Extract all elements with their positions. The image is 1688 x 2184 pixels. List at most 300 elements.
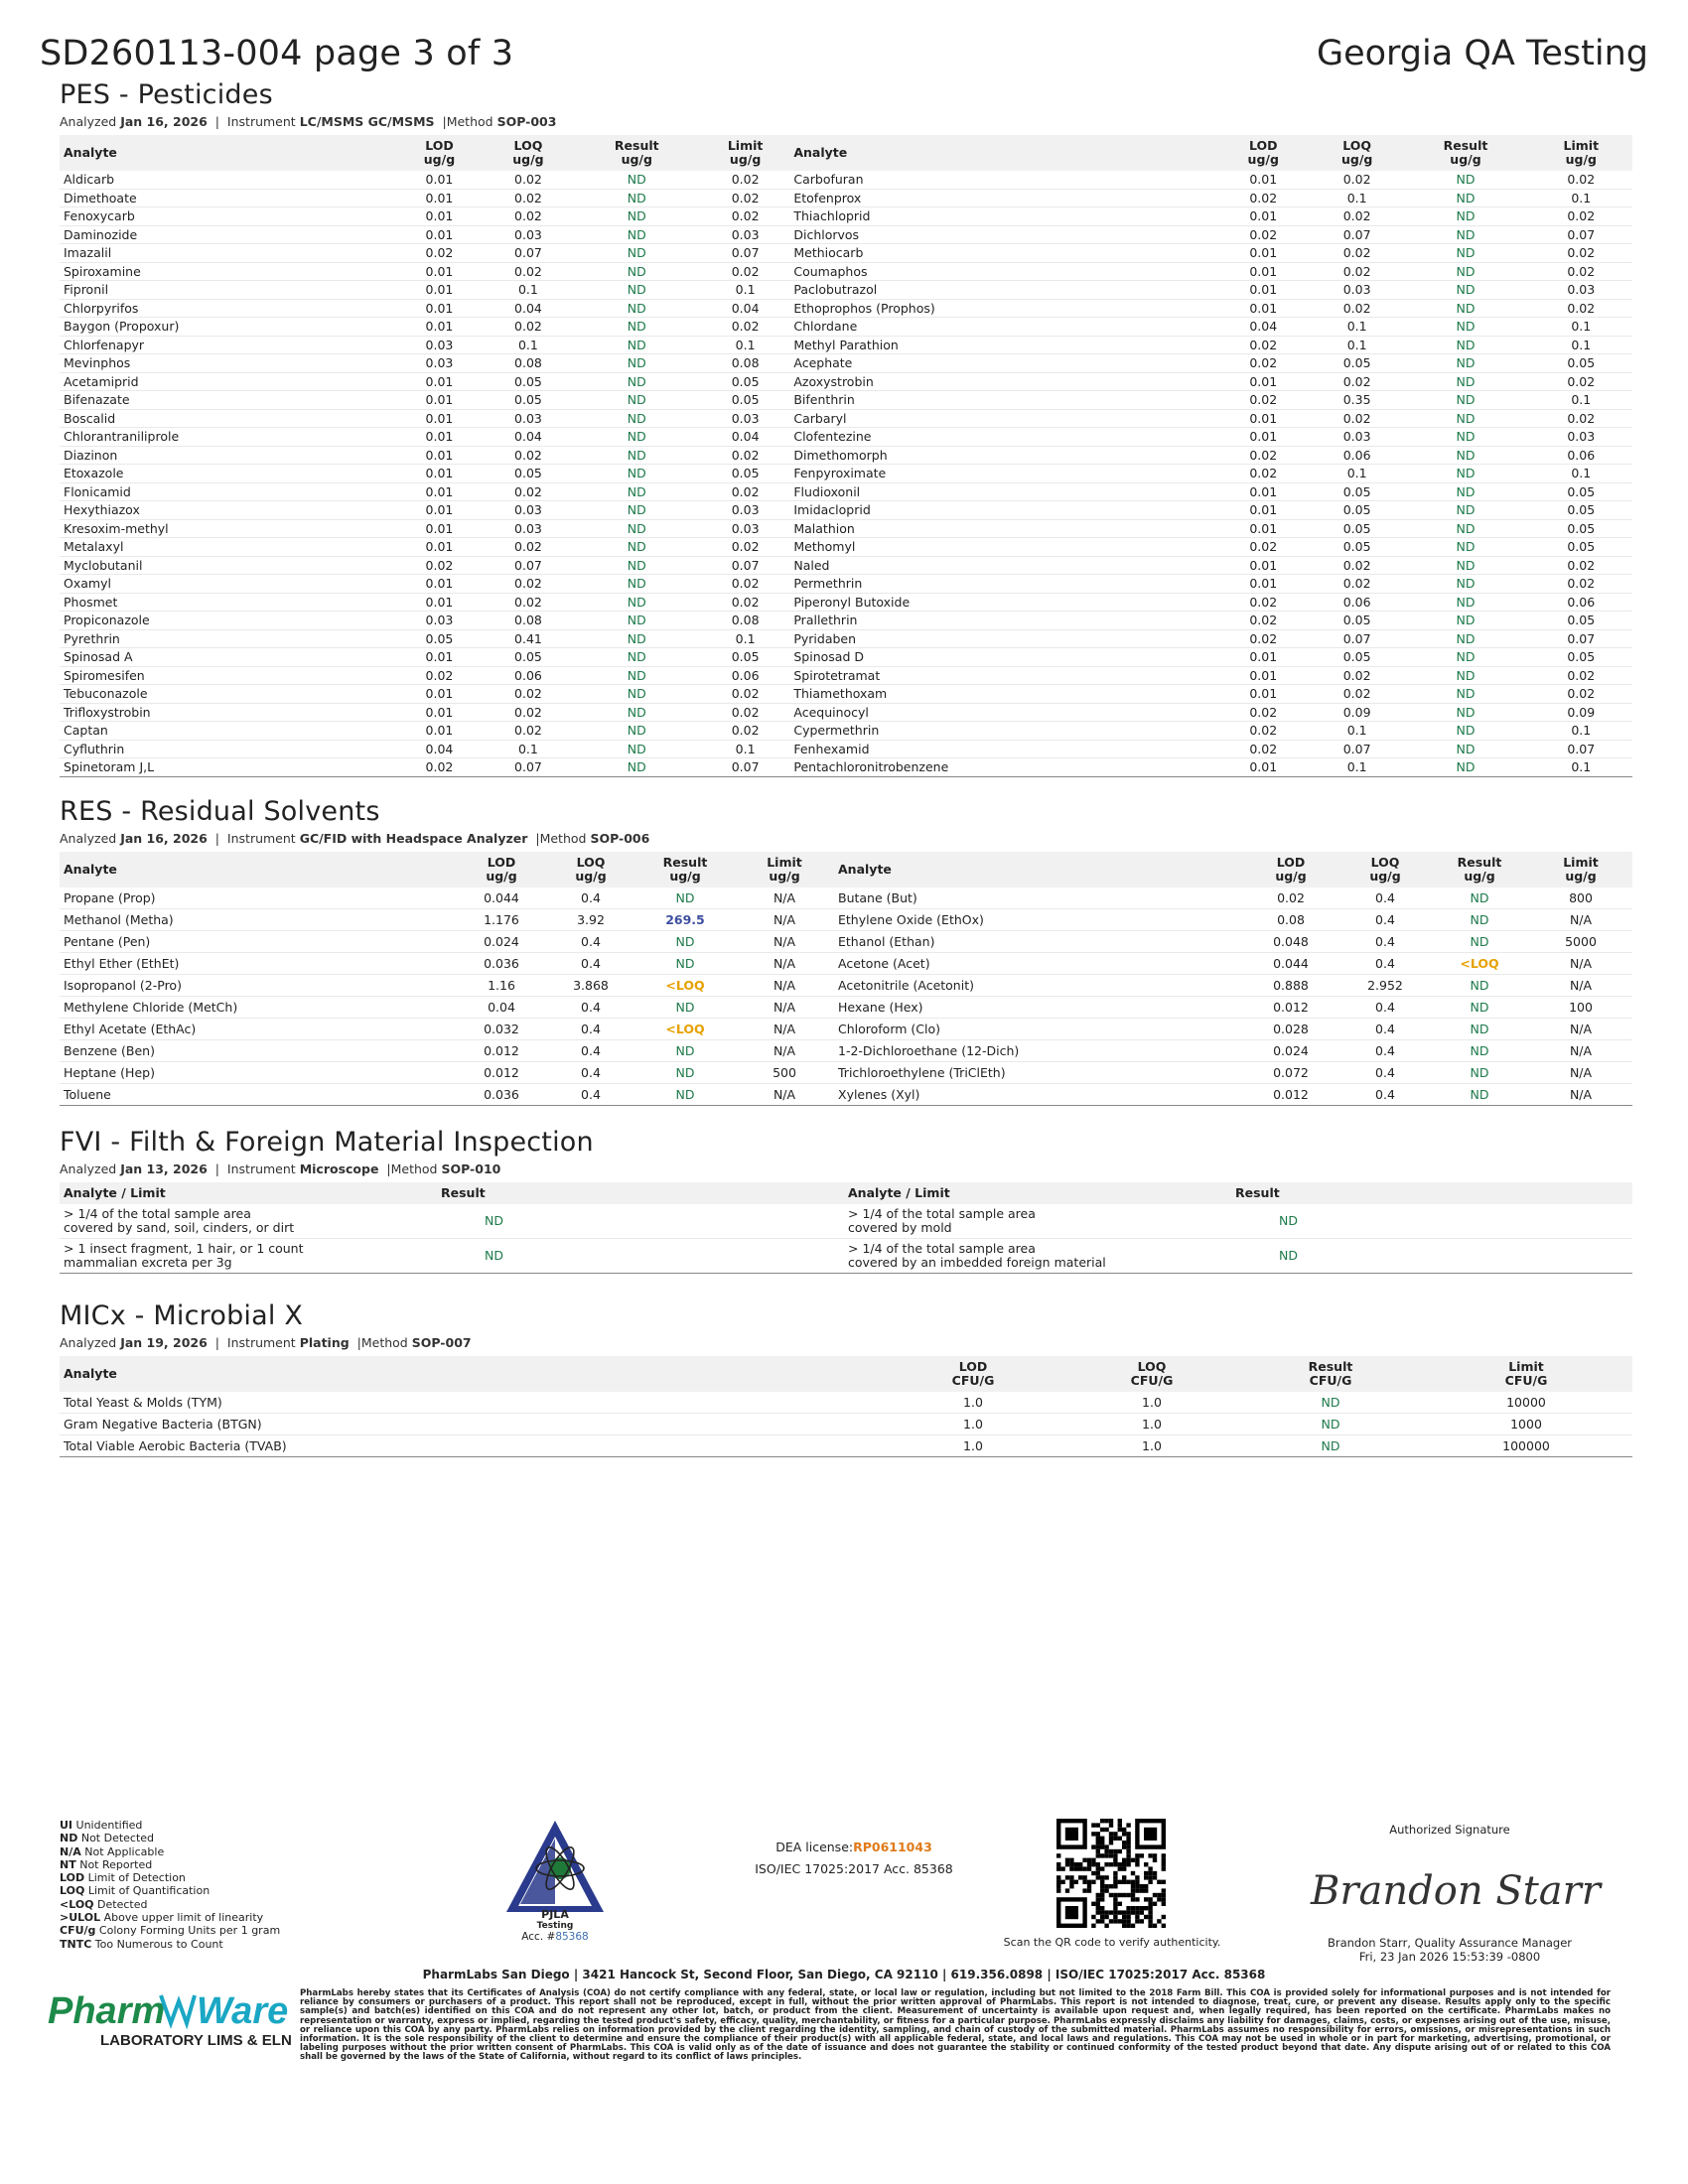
column-header-limit: Limit ug/g: [735, 852, 834, 887]
table-row: [60, 372, 1632, 391]
result-value: ND: [1430, 909, 1529, 931]
column-header-lod: LOD ug/g: [1214, 135, 1313, 171]
limit-value: 0.07: [701, 556, 790, 575]
svg-text:LABORATORY LIMS & ELN: LABORATORY LIMS & ELN: [100, 2032, 292, 2049]
loq-value: 0.07: [1313, 225, 1401, 244]
analyte-limit: > 1/4 of the total sample area covered by an imbedded foreign material: [844, 1239, 1231, 1274]
loq-value: 0.02: [484, 482, 572, 501]
section-title: RES - Residual Solvents: [60, 796, 380, 827]
analyte-name: Metalaxyl: [60, 538, 395, 557]
limit-value: 0.05: [1530, 519, 1632, 538]
pjla-accreditation: [500, 1817, 610, 1943]
table-row: [60, 612, 1632, 630]
loq-value: 0.1: [1313, 465, 1401, 483]
result-value: ND: [1401, 244, 1529, 263]
table-row: [60, 409, 1632, 428]
analyte-name: Chlorfenapyr: [60, 336, 395, 354]
lod-value: 0.01: [1214, 758, 1313, 777]
signature-title: Authorized Signature: [1389, 1823, 1510, 1837]
loq-value: 0.4: [1340, 953, 1430, 975]
result-value: ND: [573, 722, 701, 741]
loq-value: 0.03: [1313, 428, 1401, 447]
lod-value: 0.048: [1241, 931, 1340, 953]
limit-value: 1000: [1420, 1414, 1632, 1435]
analyte-name: Pyridaben: [789, 629, 1213, 648]
lod-value: 0.044: [1241, 953, 1340, 975]
loq-value: 0.02: [484, 538, 572, 557]
analyte-name: Bifenthrin: [789, 391, 1213, 410]
loq-value: 0.02: [484, 722, 572, 741]
table-row: [60, 1414, 1632, 1435]
lod-value: 0.01: [395, 722, 484, 741]
loq-value: 0.03: [484, 409, 572, 428]
lod-value: 0.01: [1214, 262, 1313, 281]
loq-value: 0.41: [484, 629, 572, 648]
limit-value: 0.03: [1530, 428, 1632, 447]
column-header-result: Result ug/g: [635, 852, 735, 887]
result-value: ND: [1401, 722, 1529, 741]
loq-value: 0.02: [484, 207, 572, 226]
result-value: ND: [573, 225, 701, 244]
result-value: ND: [1231, 1239, 1632, 1274]
limit-value: N/A: [1529, 1062, 1632, 1084]
analyte-name: Chloroform (Clo): [834, 1019, 1241, 1040]
qr-caption: Scan the QR code to verify authenticity.: [1003, 1936, 1221, 1949]
loq-value: 0.06: [484, 666, 572, 685]
loq-value: 0.4: [546, 887, 635, 909]
loq-value: 0.4: [546, 1084, 635, 1106]
limit-value: 0.07: [701, 244, 790, 263]
analyte-name: Propane (Prop): [60, 887, 457, 909]
result-value: ND: [1401, 225, 1529, 244]
result-value: ND: [1401, 758, 1529, 777]
analyte-name: Carbaryl: [789, 409, 1213, 428]
loq-value: 0.4: [546, 931, 635, 953]
table-row: [60, 318, 1632, 337]
column-header-loq: LOQ ug/g: [484, 135, 572, 171]
analyte-name: Cypermethrin: [789, 722, 1213, 741]
analyte-name: Ethyl Acetate (EthAc): [60, 1019, 457, 1040]
analyte-name: Chlordane: [789, 318, 1213, 337]
loq-value: 0.05: [484, 465, 572, 483]
loq-value: 0.05: [484, 372, 572, 391]
section-title: MICx - Microbial X: [60, 1300, 304, 1331]
loq-value: 0.07: [1313, 740, 1401, 758]
table-row: [60, 336, 1632, 354]
legend-item: <LOQ Detected: [60, 1897, 148, 1911]
lod-value: 0.01: [1214, 648, 1313, 667]
limit-value: 0.07: [1530, 740, 1632, 758]
result-value: ND: [1401, 538, 1529, 557]
lod-value: 0.05: [395, 629, 484, 648]
loq-value: 0.02: [1313, 262, 1401, 281]
column-header-result: Result: [1231, 1182, 1632, 1204]
iso-accreditation: ISO/IEC 17025:2017 Acc. 85368: [755, 1861, 953, 1876]
loq-value: 0.02: [1313, 556, 1401, 575]
limit-value: N/A: [1529, 1019, 1632, 1040]
lod-value: 0.04: [457, 997, 546, 1019]
table-row: [60, 299, 1632, 318]
svg-text:Brandon Starr: Brandon Starr: [1311, 1868, 1601, 1914]
result-value: ND: [1401, 318, 1529, 337]
lod-value: 0.08: [1241, 909, 1340, 931]
analyte-name: Aldicarb: [60, 171, 395, 189]
analyte-name: Fludioxonil: [789, 482, 1213, 501]
result-value: ND: [635, 1062, 735, 1084]
limit-value: N/A: [1529, 1084, 1632, 1106]
limit-value: 0.02: [701, 703, 790, 722]
lod-value: 0.02: [395, 556, 484, 575]
analyte-name: Boscalid: [60, 409, 395, 428]
pjla-acc: Acc. #85368: [521, 1931, 589, 1943]
lod-value: 0.01: [1214, 299, 1313, 318]
limit-value: 0.02: [701, 318, 790, 337]
table-row: [60, 648, 1632, 667]
lod-value: 0.03: [395, 612, 484, 630]
result-value: ND: [635, 887, 735, 909]
analyte-name: Acephate: [789, 354, 1213, 373]
limit-value: 0.1: [1530, 758, 1632, 777]
result-value: ND: [573, 482, 701, 501]
loq-value: 1.0: [1062, 1435, 1241, 1457]
lod-value: 0.01: [395, 538, 484, 557]
result-value: ND: [1401, 372, 1529, 391]
table-row: [60, 262, 1632, 281]
limit-value: 0.02: [701, 593, 790, 612]
result-value: ND: [1401, 409, 1529, 428]
analyte-name: Benzene (Ben): [60, 1040, 457, 1062]
analyte-name: Methanol (Metha): [60, 909, 457, 931]
lod-value: 0.01: [395, 593, 484, 612]
lod-value: 0.02: [395, 244, 484, 263]
analyte-name: Spiromesifen: [60, 666, 395, 685]
result-value: ND: [1430, 1040, 1529, 1062]
limit-value: 0.02: [1530, 575, 1632, 594]
table-row: [60, 171, 1632, 189]
loq-value: 0.02: [484, 189, 572, 207]
analyte-name: Pentane (Pen): [60, 931, 457, 953]
analyte-name: Cyfluthrin: [60, 740, 395, 758]
lod-value: 0.032: [457, 1019, 546, 1040]
loq-value: 0.4: [1340, 1019, 1430, 1040]
loq-value: 0.1: [1313, 722, 1401, 741]
analyte-name: Gram Negative Bacteria (BTGN): [60, 1414, 884, 1435]
result-value: ND: [1401, 703, 1529, 722]
table-row: [60, 666, 1632, 685]
loq-value: 0.02: [1313, 685, 1401, 704]
result-value: ND: [573, 501, 701, 520]
lod-value: 0.012: [1241, 997, 1340, 1019]
lod-value: 0.01: [1214, 244, 1313, 263]
result-value: ND: [573, 575, 701, 594]
residual-solvents-table: [60, 852, 1632, 1106]
legend-item: LOD Limit of Detection: [60, 1871, 186, 1885]
analyte-name: Fenhexamid: [789, 740, 1213, 758]
analyte-name: Hexythiazox: [60, 501, 395, 520]
loq-value: 0.05: [1313, 538, 1401, 557]
limit-value: 0.03: [701, 225, 790, 244]
analyte-name: Heptane (Hep): [60, 1062, 457, 1084]
table-row: [60, 501, 1632, 520]
limit-value: 0.1: [701, 281, 790, 300]
section-title: FVI - Filth & Foreign Material Inspection: [60, 1127, 594, 1158]
lod-value: 0.02: [1214, 189, 1313, 207]
limit-value: 0.02: [701, 207, 790, 226]
loq-value: 0.1: [484, 740, 572, 758]
lod-value: 0.02: [1241, 887, 1340, 909]
lod-value: 0.03: [395, 336, 484, 354]
loq-value: 0.4: [546, 1019, 635, 1040]
limit-value: 0.05: [1530, 538, 1632, 557]
analyte-name: Spirotetramat: [789, 666, 1213, 685]
limit-value: 0.1: [1530, 336, 1632, 354]
result-value: ND: [437, 1204, 844, 1239]
lod-value: 0.01: [1214, 575, 1313, 594]
lod-value: 0.02: [1214, 354, 1313, 373]
lod-value: 0.024: [1241, 1040, 1340, 1062]
result-value: ND: [573, 740, 701, 758]
loq-value: 0.4: [1340, 1040, 1430, 1062]
result-value: ND: [1401, 299, 1529, 318]
lod-value: 1.16: [457, 975, 546, 997]
limit-value: 100: [1529, 997, 1632, 1019]
loq-value: 0.08: [484, 612, 572, 630]
table-row: [60, 931, 1632, 953]
limit-value: N/A: [735, 931, 834, 953]
lod-value: 0.012: [1241, 1084, 1340, 1106]
analyte-name: Spinetoram J,L: [60, 758, 395, 777]
result-value: ND: [573, 372, 701, 391]
analyte-name: Hexane (Hex): [834, 997, 1241, 1019]
analyte-name: Paclobutrazol: [789, 281, 1213, 300]
analyte-name: Spinosad A: [60, 648, 395, 667]
lod-value: 1.0: [884, 1435, 1062, 1457]
analyte-name: Permethrin: [789, 575, 1213, 594]
analyte-name: Fipronil: [60, 281, 395, 300]
loq-value: 0.1: [484, 336, 572, 354]
result-value: ND: [573, 428, 701, 447]
legend-item: N/A Not Applicable: [60, 1844, 165, 1858]
pjla-name: PJLA: [541, 1908, 569, 1921]
loq-value: 0.05: [1313, 612, 1401, 630]
table-row: [60, 281, 1632, 300]
loq-value: 0.02: [484, 262, 572, 281]
analyte-name: Methiocarb: [789, 244, 1213, 263]
analyte-name: Acetone (Acet): [834, 953, 1241, 975]
analyte-name: Naled: [789, 556, 1213, 575]
analyte-name: Daminozide: [60, 225, 395, 244]
analyte-name: Trifloxystrobin: [60, 703, 395, 722]
limit-value: 0.1: [1530, 318, 1632, 337]
limit-value: N/A: [1529, 909, 1632, 931]
limit-value: 0.02: [1530, 299, 1632, 318]
section-pesticides: [60, 79, 1632, 777]
result-value: ND: [573, 171, 701, 189]
column-header-analyte: Analyte: [789, 135, 1213, 171]
loq-value: 0.02: [484, 446, 572, 465]
result-value: ND: [1430, 1084, 1529, 1106]
lod-value: 0.02: [1214, 629, 1313, 648]
limit-value: N/A: [735, 953, 834, 975]
result-value: ND: [573, 593, 701, 612]
table-row: [60, 685, 1632, 704]
limit-value: 0.02: [1530, 207, 1632, 226]
lod-value: 0.01: [395, 318, 484, 337]
loq-value: 0.06: [1313, 446, 1401, 465]
qr-code-icon[interactable]: [1056, 1819, 1166, 1928]
limit-value: 0.04: [701, 428, 790, 447]
result-value: ND: [1401, 428, 1529, 447]
analyte-name: Ethanol (Ethan): [834, 931, 1241, 953]
table-row: [60, 975, 1632, 997]
limit-value: 0.02: [701, 538, 790, 557]
analyte-name: Oxamyl: [60, 575, 395, 594]
result-value: 269.5: [635, 909, 735, 931]
analyte-name: Flonicamid: [60, 482, 395, 501]
analyte-name: Spinosad D: [789, 648, 1213, 667]
lod-value: 0.02: [1214, 336, 1313, 354]
analyte-name: Coumaphos: [789, 262, 1213, 281]
lod-value: 0.01: [1214, 666, 1313, 685]
limit-value: 0.02: [701, 171, 790, 189]
table-row: [60, 1435, 1632, 1457]
pjla-sub: Testing: [536, 1921, 574, 1931]
column-header-loq: LOQ ug/g: [546, 852, 635, 887]
section-residual-solvents: [60, 796, 1632, 1106]
report-id: SD260113-004 page 3 of 3: [40, 34, 514, 73]
limit-value: 0.1: [1530, 722, 1632, 741]
result-value: ND: [635, 997, 735, 1019]
result-value: <LOQ: [635, 1019, 735, 1040]
lod-value: 0.02: [395, 666, 484, 685]
result-value: ND: [1401, 740, 1529, 758]
analyte-name: Ethyl Ether (EthEt): [60, 953, 457, 975]
analyte-name: Prallethrin: [789, 612, 1213, 630]
analyte-name: Baygon (Propoxur): [60, 318, 395, 337]
lod-value: 0.01: [395, 225, 484, 244]
loq-value: 0.05: [1313, 648, 1401, 667]
loq-value: 0.07: [484, 758, 572, 777]
result-value: ND: [1430, 997, 1529, 1019]
loq-value: 0.35: [1313, 391, 1401, 410]
table-row: [60, 1062, 1632, 1084]
analyte-name: Diazinon: [60, 446, 395, 465]
lod-value: 0.01: [1214, 207, 1313, 226]
analyte-name: Isopropanol (2-Pro): [60, 975, 457, 997]
loq-value: 0.02: [484, 703, 572, 722]
limit-value: 0.02: [1530, 666, 1632, 685]
legend-item: >ULOL Above upper limit of linearity: [60, 1911, 264, 1925]
table-row: [60, 758, 1632, 777]
lod-value: 0.02: [1214, 703, 1313, 722]
loq-value: 0.02: [1313, 171, 1401, 189]
limit-value: 0.02: [701, 446, 790, 465]
lod-value: 0.02: [1214, 391, 1313, 410]
limit-value: 10000: [1420, 1392, 1632, 1414]
lod-value: 0.02: [1214, 593, 1313, 612]
loq-value: 0.4: [546, 1040, 635, 1062]
loq-value: 0.07: [484, 556, 572, 575]
analyte-name: Fenpyroximate: [789, 465, 1213, 483]
result-value: ND: [1430, 975, 1529, 997]
loq-value: 0.03: [1313, 281, 1401, 300]
analyte-name: Butane (But): [834, 887, 1241, 909]
table-row: [60, 909, 1632, 931]
loq-value: 0.1: [1313, 336, 1401, 354]
limit-value: 0.02: [1530, 372, 1632, 391]
loq-value: 0.05: [1313, 519, 1401, 538]
lod-value: 0.072: [1241, 1062, 1340, 1084]
lod-value: 0.01: [395, 482, 484, 501]
result-value: ND: [573, 446, 701, 465]
limit-value: 500: [735, 1062, 834, 1084]
lod-value: 0.02: [395, 758, 484, 777]
loq-value: 0.4: [1340, 997, 1430, 1019]
limit-value: N/A: [735, 997, 834, 1019]
loq-value: 0.06: [1313, 593, 1401, 612]
column-header-analyte: Analyte / Limit: [60, 1182, 437, 1204]
lod-value: 0.01: [395, 409, 484, 428]
loq-value: 0.4: [1340, 1062, 1430, 1084]
limit-value: 0.02: [701, 482, 790, 501]
lod-value: 0.888: [1241, 975, 1340, 997]
lod-value: 0.01: [1214, 556, 1313, 575]
result-value: ND: [1401, 482, 1529, 501]
loq-value: 0.02: [484, 318, 572, 337]
limit-value: 0.04: [701, 299, 790, 318]
section-meta: Analyzed Jan 16, 2026 | Instrument GC/FID with Headspace Analyzer |Method SOP-006: [60, 831, 650, 846]
result-value: ND: [635, 1040, 735, 1062]
loq-value: 0.08: [484, 354, 572, 373]
legend-item: TNTC Too Numerous to Count: [60, 1937, 223, 1951]
table-row: [60, 629, 1632, 648]
column-header-lod: LOD ug/g: [395, 135, 484, 171]
column-header-analyte: Analyte / Limit: [844, 1182, 1231, 1204]
analyte-limit: > 1/4 of the total sample area covered by sand, soil, cinders, or dirt: [60, 1204, 437, 1239]
table-row: [60, 575, 1632, 594]
table-row: [60, 225, 1632, 244]
analyte-name: Methomyl: [789, 538, 1213, 557]
result-value: ND: [1401, 336, 1529, 354]
result-value: ND: [573, 244, 701, 263]
loq-value: 0.09: [1313, 703, 1401, 722]
table-row: [60, 953, 1632, 975]
lod-value: 0.01: [1214, 409, 1313, 428]
loq-value: 2.952: [1340, 975, 1430, 997]
limit-value: 0.05: [1530, 612, 1632, 630]
column-header-loq: LOQ ug/g: [1313, 135, 1401, 171]
lab-address: PharmLabs San Diego | 3421 Hancock St, Second Floor, San Diego, CA 92110 | 619.356.0898 | ISO/IEC 17025:2017 Acc. 85368: [422, 1968, 1266, 1981]
limit-value: N/A: [735, 975, 834, 997]
analyte-name: Bifenazate: [60, 391, 395, 410]
limit-value: N/A: [1529, 975, 1632, 997]
limit-value: 0.05: [1530, 482, 1632, 501]
column-header-lod: LOD ug/g: [457, 852, 546, 887]
table-row: [60, 538, 1632, 557]
limit-value: 0.02: [1530, 685, 1632, 704]
analyte-name: Pentachloronitrobenzene: [789, 758, 1213, 777]
result-value: ND: [1401, 281, 1529, 300]
table-row: [60, 519, 1632, 538]
analyte-name: Methylene Chloride (MetCh): [60, 997, 457, 1019]
column-header-result: Result ug/g: [1430, 852, 1529, 887]
table-row: [60, 428, 1632, 447]
lod-value: 0.01: [395, 465, 484, 483]
limit-value: 0.02: [1530, 556, 1632, 575]
loq-value: 0.03: [484, 225, 572, 244]
loq-value: 3.92: [546, 909, 635, 931]
loq-value: 0.4: [1340, 909, 1430, 931]
